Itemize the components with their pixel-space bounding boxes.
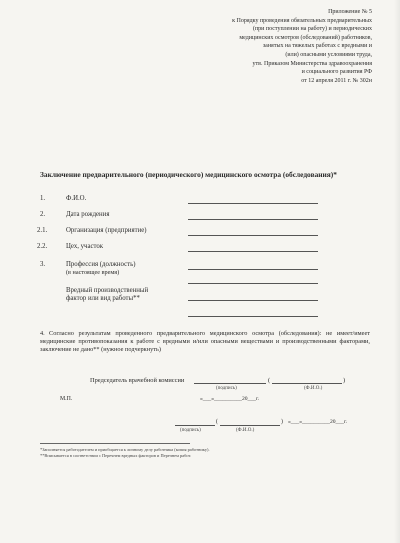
appendix-line: к Порядку проведения обязательных предварительных — [232, 17, 372, 24]
mp-label: М.П. — [60, 396, 73, 402]
appendix-line: от 12 апреля 2011 г. № 302н — [301, 77, 372, 84]
item4-paragraph — [40, 330, 370, 355]
field-number: 2. — [40, 211, 46, 218]
close-paren-2: ) — [281, 419, 283, 425]
appendix-header — [152, 8, 372, 85]
close-paren: ) — [343, 377, 346, 384]
chairman-fio-line[interactable] — [272, 383, 342, 384]
field-label-workshop: Цех, участок — [66, 243, 104, 250]
appendix-line: (при поступлении на работу) и периодических — [252, 26, 372, 33]
organization-input-line[interactable] — [188, 235, 318, 236]
footnote-divider — [40, 443, 190, 444]
item4-number: 4. — [40, 330, 45, 337]
document-title: Заключение предварительного (периодического) медицинского осмотра (обследования)* — [40, 170, 337, 179]
fio-hint: (Ф.И.О.) — [304, 386, 323, 391]
fio-hint-2: (Ф.И.О.) — [236, 428, 255, 433]
appendix-line: (или) опасными условиями труда, — [285, 51, 372, 58]
date-field-2[interactable]: «___»__________20___г. — [288, 419, 347, 425]
harmful-factor-input-line[interactable] — [188, 283, 318, 284]
field-number: 1. — [40, 195, 46, 202]
harmful-factor-label-2: фактор или вид работы** — [66, 295, 140, 302]
footnote-1: *Заполняется работодателем и приобщается к личному делу работника (копия работнику). — [40, 447, 210, 452]
date-field-1[interactable]: «___»__________20___г. — [200, 396, 259, 402]
fio-input-line[interactable] — [188, 203, 318, 204]
sign-hint-2: (подпись) — [180, 428, 201, 433]
harmful-factor-input-line-2[interactable] — [188, 300, 318, 301]
item4-text: Согласно результатам проведенного предварительного медицинского осмотра (обследования): не имеет/имеет медицинские противопоказания к работе с вредными и/или опасными веществами и производственными факторами, заключение не дано** (нужное подчеркнуть) — [40, 330, 370, 354]
profession-input-line[interactable] — [188, 269, 318, 270]
appendix-line: утв. Приказом Министерства здравоохранения — [252, 60, 372, 67]
second-fio-line[interactable] — [220, 425, 280, 426]
appendix-line: занятых на тяжелых работах с вредными и — [262, 43, 372, 50]
harmful-factor-input-line-3[interactable] — [188, 316, 318, 317]
workshop-input-line[interactable] — [188, 251, 318, 252]
appendix-line: медицинских осмотров (обследований) работников, — [239, 34, 372, 41]
second-sign-line[interactable] — [175, 425, 215, 426]
field-label-profession: Профессия (должность) — [66, 261, 136, 268]
field-number: 2.2. — [37, 243, 48, 250]
field-number: 3. — [40, 261, 46, 268]
page-edge-shadow — [394, 0, 400, 543]
field-label-fio: Ф.И.О. — [66, 195, 87, 202]
appendix-line: и социального развития РФ — [301, 69, 372, 76]
open-paren-2: ( — [216, 419, 218, 425]
open-paren: ( — [268, 377, 271, 384]
field-number: 2.1. — [37, 227, 48, 234]
chairman-sign-line[interactable] — [194, 383, 266, 384]
field-label-profession-sub: (в настоящее время) — [66, 269, 120, 276]
field-label-birthdate: Дата рождения — [66, 211, 110, 218]
sign-hint: (подпись) — [216, 386, 237, 391]
chairman-label: Председатель врачебной комиссии — [90, 377, 185, 384]
field-label-organization: Организация (предприятие) — [66, 227, 147, 234]
birthdate-input-line[interactable] — [188, 219, 318, 220]
harmful-factor-label-1: Вредный производственный — [66, 287, 149, 294]
appendix-line: Приложение № 5 — [328, 9, 372, 15]
footnote-2: **Вписывается в соответствии с Перечнем вредных факторов и Перечнем работ. — [40, 453, 192, 458]
